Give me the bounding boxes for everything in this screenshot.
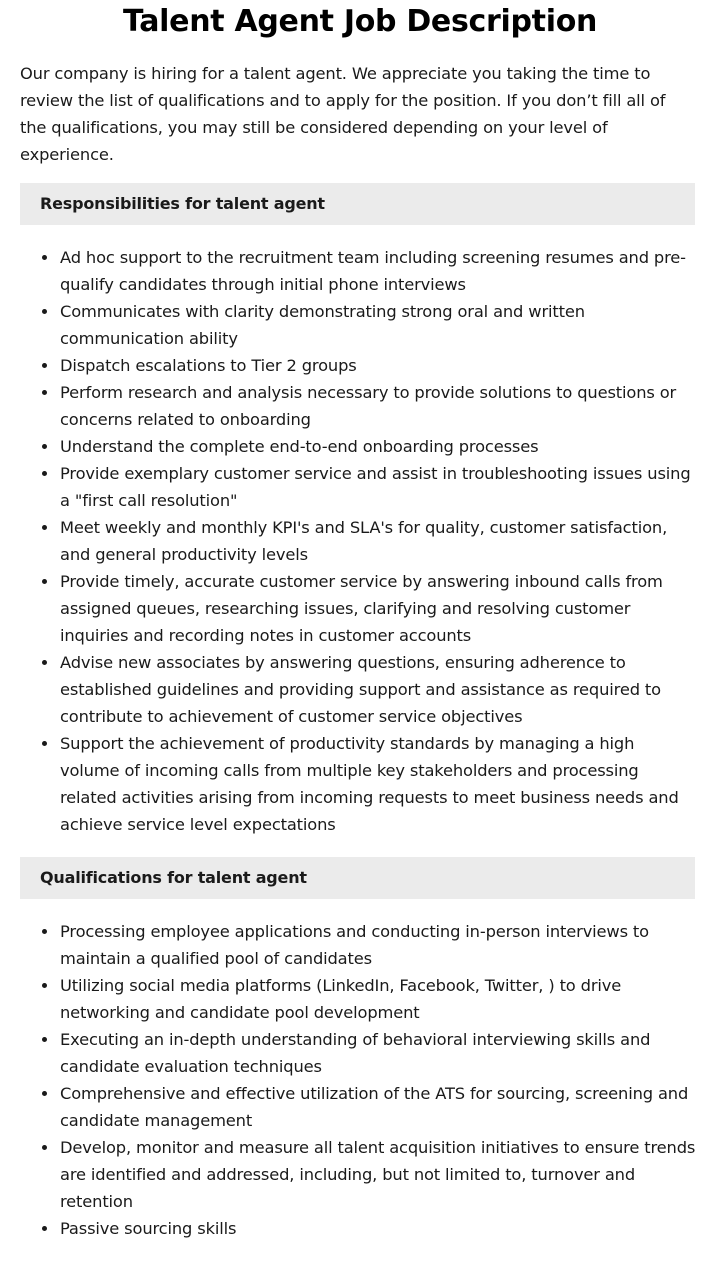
bullet-icon <box>42 390 47 395</box>
bullet-icon <box>42 1091 47 1096</box>
list-item-text: Perform research and analysis necessary to provide solutions to questions or concerns related to onboarding <box>60 383 677 429</box>
list-item-text: Executing an in-depth understanding of behavioral interviewing skills and candidate evaluation techniques <box>60 1030 651 1076</box>
bullet-icon <box>42 1145 47 1150</box>
bullet-icon <box>42 929 47 934</box>
list-item-text: Processing employee applications and conducting in-person interviews to maintain a qualified pool of candidates <box>60 922 649 968</box>
bullet-icon <box>42 471 47 476</box>
list-item-text: Passive sourcing skills <box>60 1219 237 1238</box>
responsibilities-list <box>20 244 696 838</box>
bullet-icon <box>42 1037 47 1042</box>
list-item <box>60 460 696 514</box>
list-item <box>60 568 696 649</box>
list-item-text: Dispatch escalations to Tier 2 groups <box>60 356 357 375</box>
list-item-text: Provide exemplary customer service and assist in troubleshooting issues using a "first call resolution" <box>60 464 691 510</box>
list-item-text: Comprehensive and effective utilization of the ATS for sourcing, screening and candidate management <box>60 1084 689 1130</box>
list-item-text: Understand the complete end-to-end onboarding processes <box>60 437 539 456</box>
list-item <box>60 1215 696 1242</box>
list-item <box>60 1080 696 1134</box>
bullet-icon <box>42 579 47 584</box>
bullet-icon <box>42 363 47 368</box>
list-item <box>60 918 696 972</box>
list-item <box>60 1026 696 1080</box>
qualifications-heading: Qualifications for talent agent <box>20 857 695 899</box>
list-item-text: Utilizing social media platforms (LinkedIn, Facebook, Twitter, ) to drive networking and candidate pool development <box>60 976 622 1022</box>
list-item <box>60 379 696 433</box>
bullet-icon <box>42 741 47 746</box>
list-item <box>60 244 696 298</box>
bullet-icon <box>42 1226 47 1231</box>
bullet-icon <box>42 660 47 665</box>
list-item <box>60 972 696 1026</box>
list-item-text: Communicates with clarity demonstrating strong oral and written communication ability <box>60 302 585 348</box>
qualifications-list <box>20 918 696 1242</box>
list-item-text: Support the achievement of productivity standards by managing a high volume of incoming calls from multiple key stakeholders and processing related activities arising from incoming requests to meet business needs and achieve service level expectations <box>60 734 679 834</box>
list-item <box>60 514 696 568</box>
list-item <box>60 298 696 352</box>
list-item-text: Meet weekly and monthly KPI's and SLA's for quality, customer satisfaction, and general productivity levels <box>60 518 668 564</box>
list-item <box>60 649 696 730</box>
list-item-text: Develop, monitor and measure all talent acquisition initiatives to ensure trends are identified and addressed, including, but not limited to, turnover and retention <box>60 1138 696 1211</box>
list-item <box>60 433 696 460</box>
page-title: Talent Agent Job Description <box>122 4 598 39</box>
list-item <box>60 352 696 379</box>
bullet-icon <box>42 444 47 449</box>
bullet-icon <box>42 309 47 314</box>
bullet-icon <box>42 983 47 988</box>
list-item <box>60 1134 696 1215</box>
list-item-text: Advise new associates by answering questions, ensuring adherence to established guidelines and providing support and assistance as required to contribute to achievement of customer service objectives <box>60 653 661 726</box>
responsibilities-heading: Responsibilities for talent agent <box>20 183 695 225</box>
list-item-text: Provide timely, accurate customer service by answering inbound calls from assigned queues, researching issues, clarifying and resolving customer inquiries and recording notes in customer accounts <box>60 572 663 645</box>
list-item <box>60 730 696 838</box>
intro-paragraph: Our company is hiring for a talent agent. We appreciate you taking the time to review the list of qualifications and to apply for the position. If you don’t fill all of the qualifications, you may still be considered depending on your level of experience. <box>20 64 666 164</box>
bullet-icon <box>42 525 47 530</box>
list-item-text: Ad hoc support to the recruitment team including screening resumes and pre-qualify candidates through initial phone interviews <box>60 248 686 294</box>
bullet-icon <box>42 255 47 260</box>
